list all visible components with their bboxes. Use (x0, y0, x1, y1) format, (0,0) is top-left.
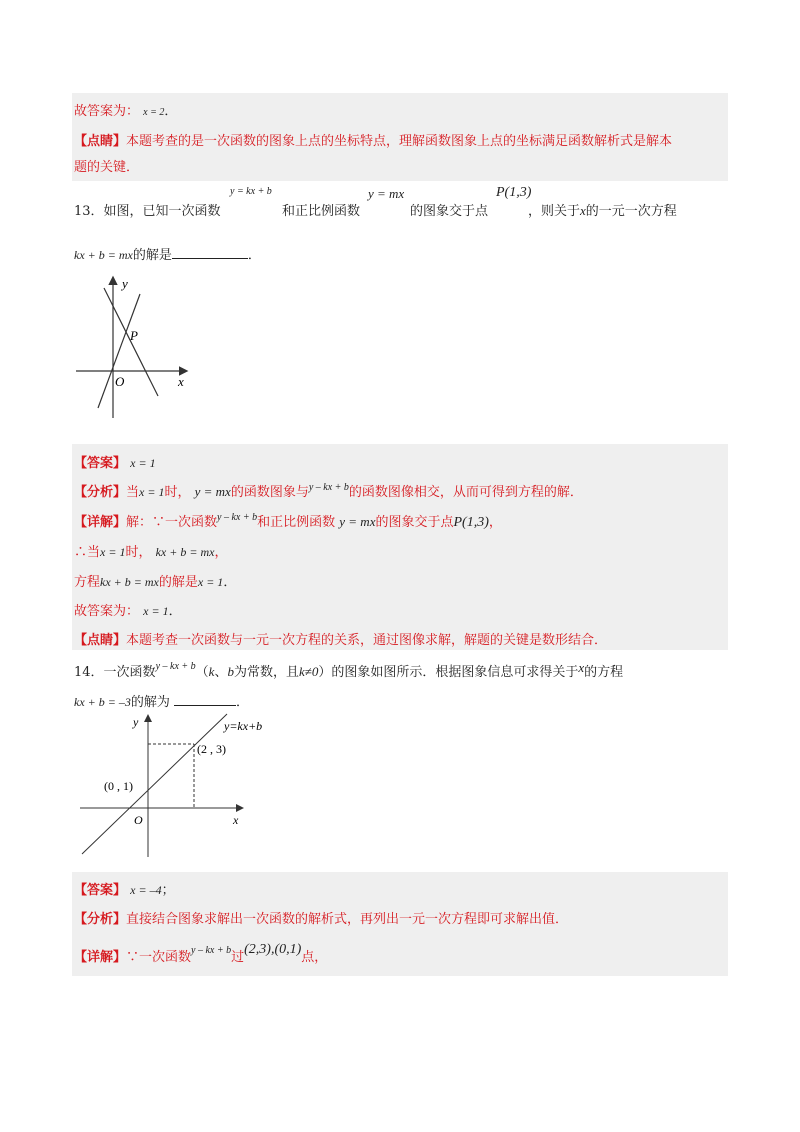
answer-value: x = 2 (143, 107, 165, 118)
q13-question-line1: 13．如图，已知一次函数 (74, 204, 221, 219)
function-label: y=kx+b (224, 719, 263, 733)
q13-question-line2: kx + b = mx的解是 ． (74, 248, 261, 263)
note-tag: 【点睛】 (74, 134, 127, 149)
q13-point-p: P(1,3) (496, 185, 532, 200)
q14-answer: 【答案】 x = –4； (74, 883, 175, 898)
q12-note-line1: 【点睛】本题考查的是一次函数的图象上点的坐标特点，理解函数图象上点的坐标满足函数解析式是解本 (74, 134, 673, 149)
q14-question-line2: kx + b = –3的解为 ． (74, 695, 250, 710)
q14-detail: 【详解】∵一次函数$^{y - kx + b}$过(2,3),(0,1)点， (74, 942, 328, 965)
q14-graph (70, 712, 290, 862)
q14-analysis: 【分析】直接结合图象求解出一次函数的解析式，再列出一元一次方程即可求解出值． (74, 912, 569, 927)
x-label: x (178, 374, 184, 389)
q13-analysis: 【分析】当x = 1时， y = mx的函数图象与$^{y - kx + b}$的函数图像相交，从而可得到方程的解． (74, 482, 583, 500)
point-2-3-label: (2 , 3) (197, 742, 226, 756)
origin-label: O (115, 374, 125, 389)
q13-answer: 【答案】 x = 1 (74, 456, 156, 471)
q13-final: 故答案为： x = 1． (74, 604, 182, 619)
answer-blank (174, 693, 236, 706)
q13-formula-2: y = mx (368, 186, 405, 201)
line-y-mx (98, 294, 140, 408)
q13-detail-2: ∴当x = 1时， kx + b = mx， (74, 545, 228, 560)
q13-note: 【点睛】本题考查一次函数与一元一次方程的关系，通过图像求解，解题的关键是数形结合． (74, 633, 608, 648)
q13-graph (70, 268, 200, 418)
q13-formula-1: y = kx + b (230, 186, 272, 197)
origin-label: O (134, 813, 143, 827)
q13-detail: 【详解】解：∵一次函数$^{y - kx + b}$和正比例函数 y = mx的图象交于点P(1,3)， (74, 512, 502, 530)
q14-question-line1: 14．一次函数$^{y - kx + b}$（k、b为常数，且k≠0）的图象如图所示．根据图象信息可求得关于x的方程 (74, 660, 624, 680)
q13-detail-3: 方程kx + b = mx的解是x = 1． (74, 575, 237, 590)
x-label: x (233, 813, 239, 827)
y-label: y (133, 715, 139, 729)
q12-answer-line: 故答案为： x = 2． (74, 104, 178, 119)
q12-note-line2: 题的关键． (74, 160, 140, 175)
answer-blank (172, 246, 248, 259)
answer-prefix: 故答案为： (74, 104, 140, 119)
y-label: y (122, 276, 128, 291)
point-0-1-label: (0 , 1) (104, 779, 133, 793)
p-label: P (130, 328, 138, 343)
